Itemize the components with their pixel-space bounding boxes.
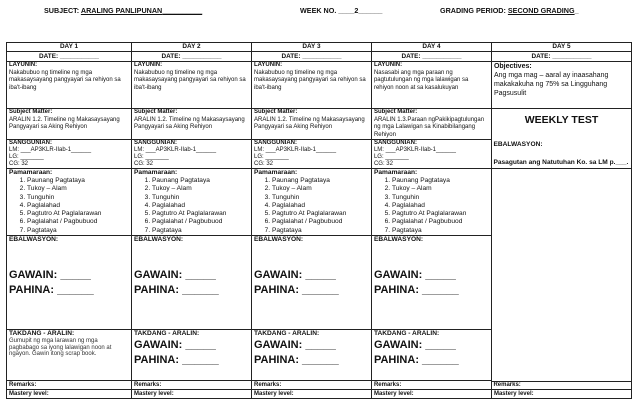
list-item: 7. Pagtataya: [152, 227, 249, 235]
gawain-field: GAWAIN: _____: [9, 268, 91, 281]
pamamaraan-label: Pamamaraan:: [373, 169, 418, 177]
list-item: 2. Tukoy – Alam: [27, 185, 129, 193]
gawain-field: GAWAIN: _____: [253, 268, 336, 281]
gawain-field: GAWAIN: _____: [373, 268, 456, 281]
day-2-heading: DAY 2: [132, 43, 252, 52]
layunin-cell: [251, 62, 371, 109]
pamamaraan-label: Pamamaraan:: [134, 169, 178, 177]
layunin-label: LAYUNIN:: [373, 62, 403, 68]
mastery-row: [7, 390, 632, 399]
remarks-cell: Remarks:: [7, 381, 132, 390]
layunin-text: Nakabubuo ng timeline ng mga makasaysayang pangyayari sa rehiyon sa iba't-ibang: [134, 69, 246, 91]
ebalwasyon-cell: [7, 236, 132, 330]
list-item: 3. Tunguhin: [27, 194, 129, 202]
takdang-aralin-label: TAKDANG - ARALIN:: [9, 330, 75, 338]
pamamaraan-cell: [132, 169, 252, 236]
list-item: 4. Paglalahad: [272, 202, 369, 210]
ebalwasyon-label: EBALWASYON:: [9, 236, 59, 244]
day-row: [7, 43, 632, 52]
lg-line: LG: _______: [373, 154, 409, 161]
lm-line: LM: ___AP3KLR-IIab-1______: [9, 147, 92, 154]
pamamaraan-label: Pamamaraan:: [253, 169, 298, 177]
date-field: DATE: ___________: [491, 52, 631, 62]
mastery-cell: Mastery level:: [7, 390, 132, 399]
gawain-field: GAWAIN: _____: [134, 268, 216, 281]
layunin-row: [7, 62, 632, 109]
steps-list: [374, 177, 489, 235]
sanggunian-label: SANGGUNIAN:: [373, 140, 417, 147]
layunin-label: LAYUNIN:: [253, 62, 283, 68]
week-value: ____2______: [338, 6, 383, 15]
subject-matter-cell: [7, 109, 132, 140]
mastery-cell: Mastery level:: [491, 390, 631, 399]
pahina-field: PAHINA: ______: [134, 283, 219, 296]
layunin-text: Nakabubuo ng timeline ng mga makasaysayang pangyayari sa rehiyon sa iba't-ibang: [9, 69, 121, 91]
pamamaraan-cell: [371, 169, 491, 236]
layunin-text: Nasasabi ang mga paraan ng pagtutulungan ng mga lalawigan sa rehiyon noon at sa kasalukuyan: [373, 69, 469, 91]
takdang-aralin-text: Gumupit ng mga larawan ng mga pagbabago sa iyong lalawigan noon at ngayon. Gawin itong scrap book.: [9, 337, 112, 358]
day5-evaluation-block: [493, 141, 629, 168]
date-field: DATE: ___________: [251, 52, 371, 62]
pahina-field: PAHINA: ______: [373, 353, 459, 366]
subject-matter-cell: [251, 109, 371, 140]
layunin-text: Nakabubuo ng timeline ng mga makasaysayang pangyayari sa rehiyon sa iba't-ibang: [253, 69, 366, 91]
list-item: 4. Paglalahad: [152, 202, 249, 210]
list-item: 7. Pagtataya: [392, 227, 489, 235]
takdang-aralin-label: TAKDANG - ARALIN:: [253, 330, 320, 338]
pamamaraan-row: [7, 169, 632, 236]
day-5-heading: DAY 5: [491, 43, 631, 52]
cg-line: CG: 32: [373, 161, 393, 168]
mastery-cell: Mastery level:: [132, 390, 252, 399]
lg-line: LG: _______: [9, 154, 44, 161]
lg-line: LG: _______: [134, 154, 169, 161]
lg-line: LG: _______: [253, 154, 289, 161]
list-item: 7. Pagtataya: [27, 227, 129, 235]
list-item: 1. Paunang Pagtataya: [27, 177, 129, 185]
list-item: 5. Pagtutro At Paglalarawan: [272, 210, 369, 218]
layunin-cell: [371, 62, 491, 109]
lesson-plan-table: [6, 42, 632, 399]
list-item: 1. Paunang Pagtataya: [152, 177, 249, 185]
list-item: 3. Tunguhin: [272, 194, 369, 202]
remarks-cell: Remarks:: [251, 381, 371, 390]
day-1-heading: DAY 1: [7, 43, 132, 52]
takdang-aralin-cell: [7, 330, 132, 381]
day-4-heading: DAY 4: [371, 43, 491, 52]
mastery-cell: Mastery level:: [371, 390, 491, 399]
sanggunian-label: SANGGUNIAN:: [9, 140, 52, 147]
sanggunian-cell: [7, 140, 132, 169]
subject-matter-label: Subject Matter:: [253, 109, 298, 115]
layunin-label: LAYUNIN:: [134, 62, 163, 68]
cg-line: CG: 32: [253, 161, 273, 168]
gawain-field: GAWAIN: _____: [134, 338, 216, 351]
subject-matter-label: Subject Matter:: [9, 109, 53, 115]
list-item: 1. Paunang Pagtataya: [392, 177, 489, 185]
layunin-cell: [132, 62, 252, 109]
gawain-field: GAWAIN: _____: [373, 338, 456, 351]
list-item: 7. Pagtataya: [272, 227, 369, 235]
day5-ebalwasyon-label: EBALWASYON:: [493, 140, 543, 148]
lm-line: LM: ___AP3KLR-IIab-1______: [253, 147, 337, 154]
cg-line: CG: 32: [134, 161, 154, 168]
list-item: 4. Paglalahad: [27, 202, 129, 210]
pamamaraan-cell: [251, 169, 371, 236]
date-field: DATE: ___________: [7, 52, 132, 62]
mastery-cell: Mastery level:: [251, 390, 371, 399]
list-item: 3. Tunguhin: [152, 194, 249, 202]
layunin-cell: [7, 62, 132, 109]
takdang-aralin-cell: [371, 330, 491, 381]
pamamaraan-label: Pamamaraan:: [9, 169, 53, 177]
list-item: 4. Paglalahad: [392, 202, 489, 210]
pahina-field: PAHINA: ______: [253, 353, 339, 366]
sanggunian-cell: [132, 140, 252, 169]
list-item: 2. Tukoy – Alam: [272, 185, 369, 193]
remarks-cell: Remarks:: [493, 381, 521, 388]
list-item: 5. Pagtutro At Paglalarawan: [152, 210, 249, 218]
subject-matter-text: ARALIN 1.2. Timeline ng Makasaysayang Pangyayari sa Aking Rehiyon: [134, 116, 245, 131]
gawain-field: GAWAIN: _____: [253, 338, 336, 351]
objectives-cell: [491, 62, 631, 109]
date-field: DATE: ___________: [371, 52, 491, 62]
day-3-heading: DAY 3: [251, 43, 371, 52]
week-heading: WEEK NO. ____2______: [300, 6, 383, 15]
pamamaraan-cell: [7, 169, 132, 236]
subject-matter-text: ARALIN 1.3.Paraan ngPakikipagtulungan ng mga Lalawigan sa Kinabibilangang Rehiyon: [373, 116, 485, 138]
subject-matter-row: [7, 109, 632, 140]
evaluation-cell: [491, 169, 631, 390]
pahina-field: PAHINA: ______: [253, 283, 339, 296]
ebalwasyon-label: EBALWASYON:: [373, 236, 424, 244]
ebalwasyon-cell: [132, 236, 252, 330]
objectives-text: Ang mga mag – aaral ay inaasahang makakakuha ng 75% sa Lingguhang Pagsusulit: [493, 72, 609, 97]
list-item: 6. Paglalahat / Pagbubuod: [152, 218, 249, 226]
remarks-cell: Remarks:: [371, 381, 491, 390]
ebalwasyon-label: EBALWASYON:: [253, 236, 304, 244]
date-row: [7, 52, 632, 62]
grading-period-value: SECOND GRADING: [507, 6, 575, 15]
remarks-cell: Remarks:: [132, 381, 252, 390]
day5-ebalwasyon-text: Pasagutan ang Natutuhan Ko. sa LM p.___.: [493, 159, 629, 167]
steps-list: [134, 177, 249, 235]
list-item: 5. Pagtutro At Paglalarawan: [392, 210, 489, 218]
cg-line: CG: 32: [9, 161, 29, 168]
subject-matter-cell: [132, 109, 252, 140]
lm-line: LM: ___AP3KLR-IIab-1______: [134, 147, 217, 154]
weekly-test-title: WEEKLY TEST: [524, 114, 599, 126]
list-item: 1. Paunang Pagtataya: [272, 177, 369, 185]
day5-remarks-divider: [491, 381, 631, 382]
pahina-field: PAHINA: ______: [373, 283, 459, 296]
ebalwasyon-cell: [251, 236, 371, 330]
list-item: 2. Tukoy – Alam: [152, 185, 249, 193]
subject-matter-label: Subject Matter:: [373, 109, 418, 115]
sanggunian-cell: [371, 140, 491, 169]
subject-value: ARALING PANLIPUNAN: [80, 6, 163, 15]
ebalwasyon-cell: [371, 236, 491, 330]
page-header: [0, 6, 638, 20]
list-item: 6. Paglalahat / Pagbubuod: [27, 218, 129, 226]
sanggunian-cell: [251, 140, 371, 169]
grading-period-heading: GRADING PERIOD: SECOND GRADING_: [440, 6, 579, 15]
list-item: 3. Tunguhin: [392, 194, 489, 202]
subject-matter-text: ARALIN 1.2. Timeline ng Makasaysayang Pangyayari sa Aking Rehiyon: [253, 116, 365, 131]
list-item: 5. Pagtutro At Paglalarawan: [27, 210, 129, 218]
sanggunian-label: SANGGUNIAN:: [253, 140, 297, 147]
takdang-aralin-cell: [251, 330, 371, 381]
list-item: 2. Tukoy – Alam: [392, 185, 489, 193]
subject-heading: SUBJECT: ARALING PANLIPUNAN__________: [44, 6, 203, 15]
date-field: DATE: ___________: [132, 52, 252, 62]
pahina-field: PAHINA: ______: [134, 353, 219, 366]
subject-matter-cell: [371, 109, 491, 140]
steps-list: [254, 177, 369, 235]
takdang-aralin-label: TAKDANG - ARALIN:: [134, 330, 200, 338]
subject-matter-label: Subject Matter:: [134, 109, 178, 115]
sanggunian-label: SANGGUNIAN:: [134, 140, 177, 147]
steps-list: [9, 177, 129, 235]
objectives-label: Objectives:: [493, 63, 532, 70]
ebalwasyon-label: EBALWASYON:: [134, 236, 184, 244]
list-item: 6. Paglalahat / Pagbubuod: [272, 218, 369, 226]
list-item: 6. Paglalahat / Pagbubuod: [392, 218, 489, 226]
lm-line: LM: ___AP3KLR-IIab-1______: [373, 147, 457, 154]
takdang-aralin-cell: [132, 330, 252, 381]
pahina-field: PAHINA: ______: [9, 283, 94, 296]
subject-matter-text: ARALIN 1.2. Timeline ng Makasaysayang Pangyayari sa Aking Rehiyon: [9, 116, 120, 131]
layunin-label: LAYUNIN:: [9, 62, 38, 68]
takdang-aralin-label: TAKDANG - ARALIN:: [373, 330, 440, 338]
